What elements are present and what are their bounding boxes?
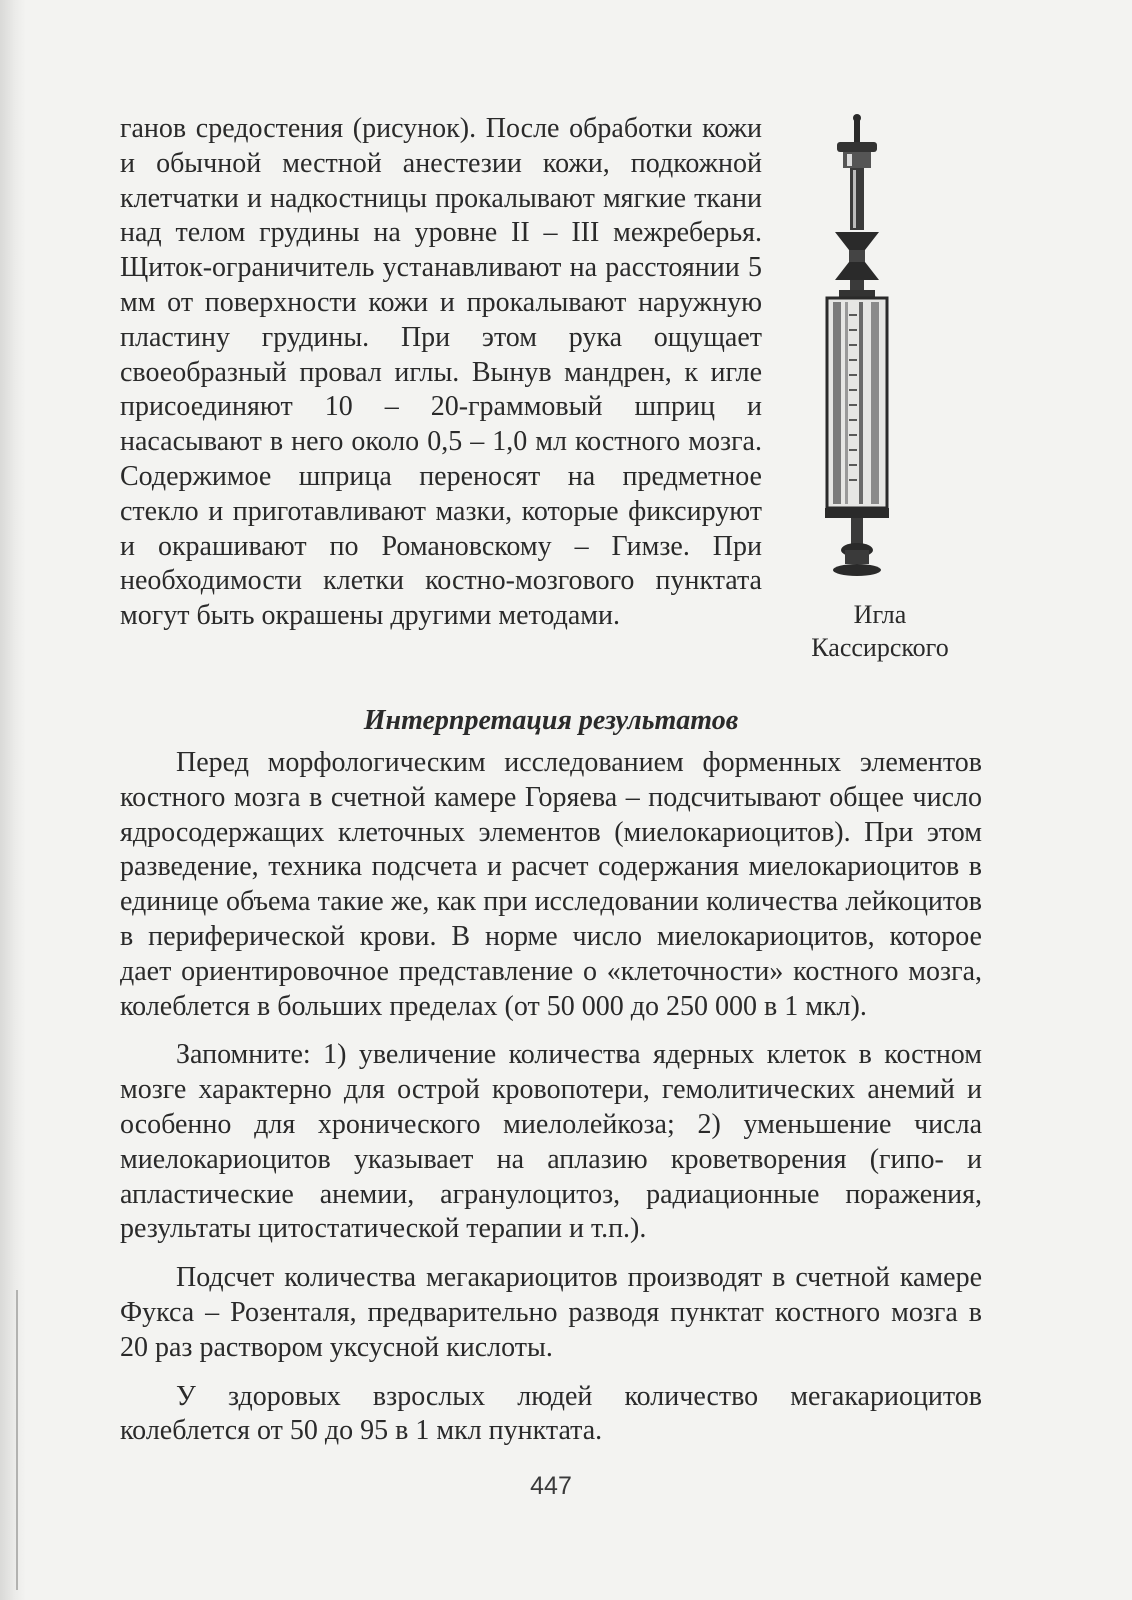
figure-caption-line1: Игла xyxy=(853,600,907,629)
intro-paragraph: ганов средостения (рисунок). После обработки кожи и обычной местной анестезии кожи, подкожной клетчатки и надкостницы прокалывают мягкие ткани над телом грудины на уровне II – III межреберья. Щиток-ограничитель устанавливают на расстоянии 5 мм от поверхности кожи и прокалывают наружную пластину грудины. При этом рука ощущает своеобразный провал иглы. Вынув мандрен, к игле присоединяют 10 – 20-граммовый шприц и насасывают в него около 0,5 – 1,0 мл костного мозга. Содержимое шприца переносят на предметное стекло и приготавливают мазки, которые фиксируют и окрашивают по Романовскому – Гимзе. При необходимости клетки костно-мозгового пунктата могут быть окрашены другими методами. xyxy=(120,113,762,632)
section-paragraph-3: Подсчет количества мегакариоцитов производят в счетной камере Фукса – Розенталя, предварительно разводя пунктат костного мозга в 20 раз раствором уксусной кислоты. xyxy=(120,1262,982,1363)
figure-kassirsky-needle xyxy=(790,110,970,670)
syringe-needle-illustration xyxy=(815,110,945,588)
figure-caption-line2: Кассирского xyxy=(811,633,949,662)
intro-text-block xyxy=(120,112,762,634)
page-edge-line xyxy=(16,1290,18,1590)
page-edge-shadow xyxy=(0,0,26,1600)
section-paragraph-2: Запомните: 1) увеличение количества ядерных клеток в костном мозге характерно для острой кровопотери, гемолитических анемий и особенно для хронического миелолейкоза; 2) уменьшение числа миелокариоцитов указывает на аплазию кроветворения (гипо- и апластические анемии, агранулоцитоз, радиационные поражения, результаты цитостатической терапии и т.п.). xyxy=(120,1039,982,1245)
page-number: 447 xyxy=(530,1472,572,1500)
section-paragraph-4: У здоровых взрослых людей количество мегакариоцитов колеблется от 50 до 95 в 1 мкл пунктата. xyxy=(120,1380,982,1447)
section-body xyxy=(120,746,982,1463)
section-heading: Интерпретация результатов xyxy=(363,705,739,736)
section-paragraph-1: Перед морфологическим исследованием форменных элементов костного мозга в счетной камере Горяева – подсчитывают общее число ядросодержащих клеточных элементов (миелокариоцитов). При этом разведение, техника подсчета и расчет содержания миелокариоцитов в единице объема такие же, как при исследовании количества лейкоцитов в периферической крови. В норме число миелокариоцитов, которое дает ориентировочное представление о «клеточности» костного мозга, колеблется в больших пределах (от 50 000 до 250 000 в 1 мкл). xyxy=(120,747,982,1022)
figure-caption xyxy=(790,598,970,664)
